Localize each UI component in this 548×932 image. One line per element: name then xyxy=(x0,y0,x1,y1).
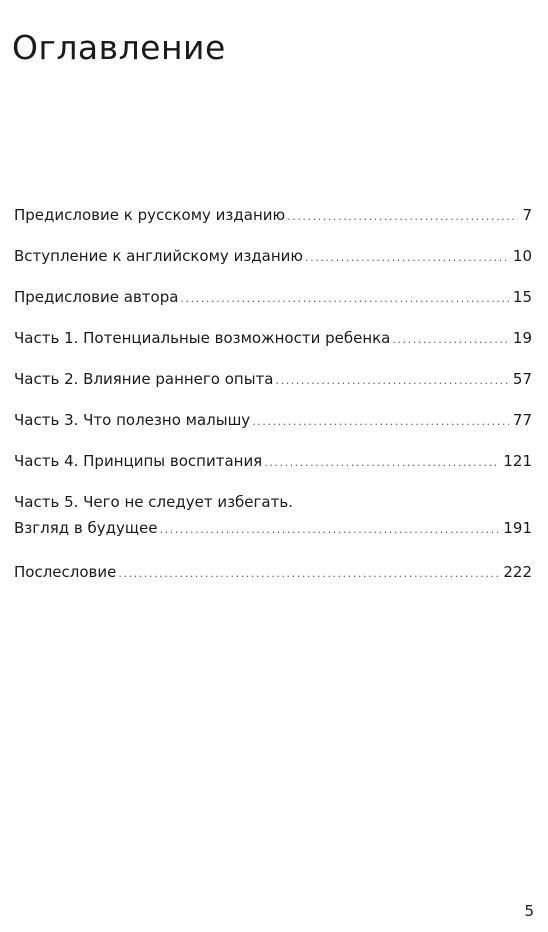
page-number: 5 xyxy=(524,902,534,920)
toc-entry-part-2[interactable] xyxy=(14,366,532,392)
toc-entry-page: 7 xyxy=(522,206,532,224)
toc-entry-page: 77 xyxy=(512,411,532,429)
dot-leader xyxy=(159,517,499,543)
toc-entry-label-line1: Часть 5. Чего не следует избегать. xyxy=(14,493,293,511)
toc-entry-page: 222 xyxy=(503,563,532,581)
toc-entry-page: 15 xyxy=(512,288,532,306)
dot-leader xyxy=(305,245,509,271)
toc-entry-part-1[interactable] xyxy=(14,325,532,351)
toc-entry-page: 57 xyxy=(512,370,532,388)
toc-entry-label: Часть 1. Потенциальные возможности ребенка xyxy=(14,329,391,347)
toc-entry-page: 191 xyxy=(503,519,532,537)
dot-leader xyxy=(392,327,509,353)
dot-leader xyxy=(180,286,508,312)
toc-entry-label: Предисловие автора xyxy=(14,288,179,306)
toc-entry-part-4[interactable] xyxy=(14,448,532,474)
toc-entry-label: Взгляд в будущее xyxy=(14,519,158,537)
dot-leader xyxy=(264,450,499,476)
toc-entry-page: 19 xyxy=(512,329,532,347)
toc-entry-afterword[interactable] xyxy=(14,559,532,585)
page-title: Оглавление xyxy=(12,28,226,68)
toc-entry-label: Послесловие xyxy=(14,563,117,581)
toc-entry-label: Часть 2. Влияние раннего опыта xyxy=(14,370,274,388)
toc-entry-label: Предисловие к русскому изданию xyxy=(14,206,286,224)
toc-entry-label: Часть 3. Что полезно малышу xyxy=(14,411,251,429)
dot-leader xyxy=(276,368,509,394)
toc-entry-preface-russian[interactable] xyxy=(14,202,532,228)
toc-entry-part-5[interactable] xyxy=(14,489,532,541)
toc-entry-page: 121 xyxy=(503,452,532,470)
toc-entry-page: 10 xyxy=(512,247,532,265)
toc-entry-introduction-english[interactable] xyxy=(14,243,532,269)
dot-leader xyxy=(252,409,509,435)
toc-entry-label: Часть 4. Принципы воспитания xyxy=(14,452,263,470)
dot-leader xyxy=(287,204,518,230)
dot-leader xyxy=(118,561,499,587)
toc-entry-author-preface[interactable] xyxy=(14,284,532,310)
toc-entry-label: Вступление к английскому изданию xyxy=(14,247,304,265)
toc-entry-part-3[interactable] xyxy=(14,407,532,433)
